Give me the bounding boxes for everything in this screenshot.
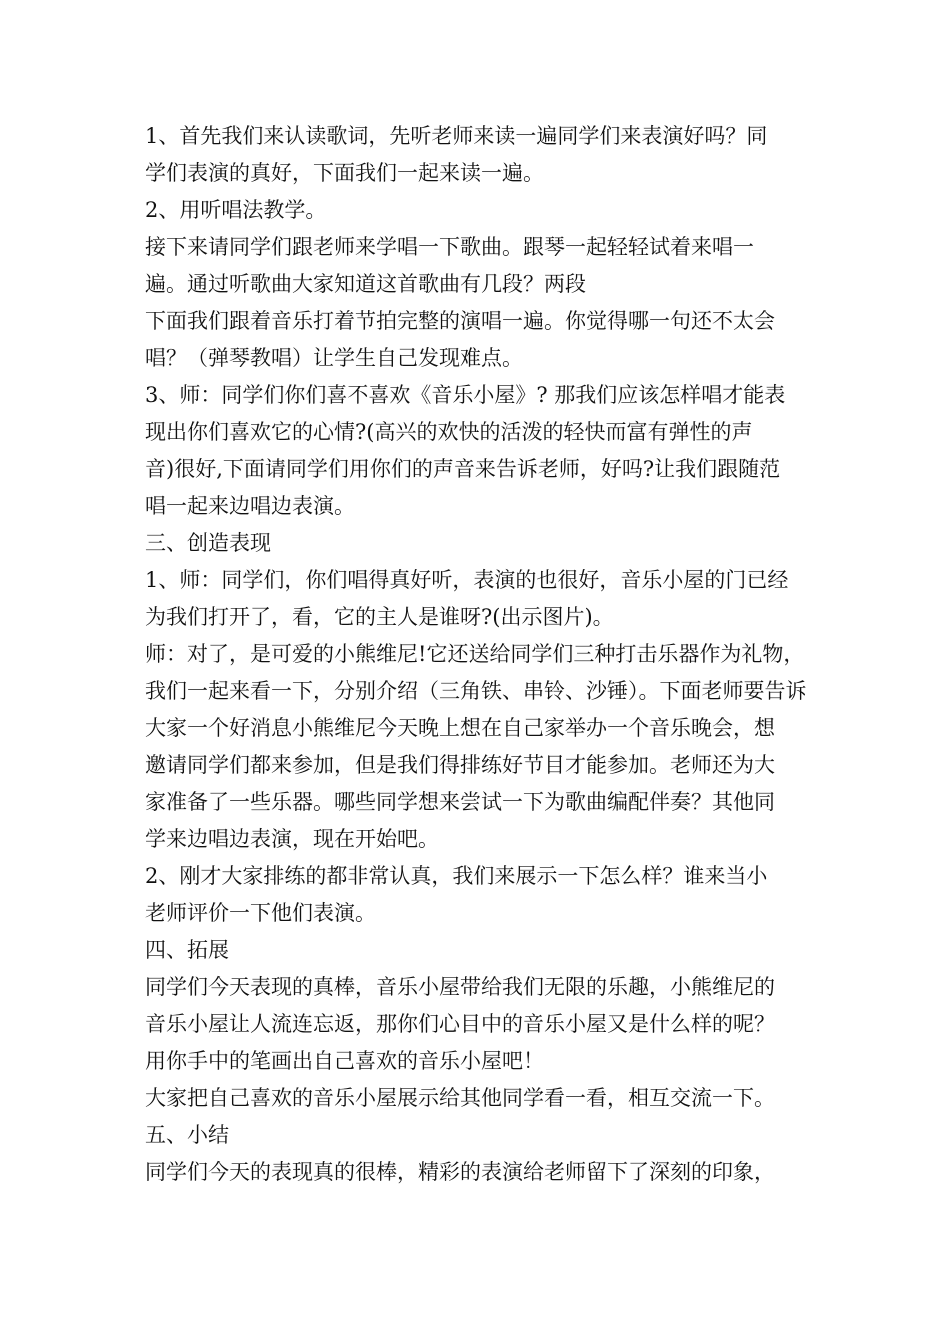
text-line: 大家一个好消息小熊维尼今天晚上想在自己家举办一个音乐晚会，想 bbox=[145, 716, 775, 740]
text-line: 为我们打开了，看，它的主人是谁呀?(出示图片)。 bbox=[145, 605, 614, 629]
text-line: 2、刚才大家排练的都非常认真，我们来展示一下怎么样？谁来当小 bbox=[145, 864, 768, 888]
text-line: 唱？（弹琴教唱）让学生自己发现难点。 bbox=[145, 346, 523, 370]
text-line: 学们表演的真好，下面我们一起来读一遍。 bbox=[145, 161, 544, 185]
text-line: 2、用听唱法教学。 bbox=[145, 198, 327, 222]
document-body bbox=[145, 118, 815, 1191]
text-line: 现出你们喜欢它的心情?(高兴的欢快的活泼的轻快而富有弹性的声 bbox=[145, 420, 753, 444]
text-line: 同学们今天的表现真的很棒，精彩的表演给老师留下了深刻的印象， bbox=[145, 1160, 775, 1184]
text-line: 1、首先我们来认读歌词，先听老师来读一遍同学们来表演好吗？同 bbox=[145, 124, 768, 148]
text-line: 1、师：同学们，你们唱得真好听，表演的也很好，音乐小屋的门已经 bbox=[145, 568, 789, 592]
text-line: 音乐小屋让人流连忘返，那你们心目中的音乐小屋又是什么样的呢？ bbox=[145, 1012, 775, 1036]
text-line: 邀请同学们都来参加，但是我们得排练好节目才能参加。老师还为大 bbox=[145, 753, 775, 777]
text-line: 大家把自己喜欢的音乐小屋展示给其他同学看一看，相互交流一下。 bbox=[145, 1086, 775, 1110]
text-line: 同学们今天表现的真棒，音乐小屋带给我们无限的乐趣，小熊维尼的 bbox=[145, 975, 775, 999]
text-line: 遍。通过听歌曲大家知道这首歌曲有几段？两段 bbox=[145, 272, 586, 296]
text-line: 用你手中的笔画出自己喜欢的音乐小屋吧！ bbox=[145, 1049, 544, 1073]
section-heading: 三、创造表现 bbox=[145, 531, 271, 555]
text-line: 师：对了，是可爱的小熊维尼!它还送给同学们三种打击乐器作为礼物， bbox=[145, 642, 805, 666]
text-line: 唱一起来边唱边表演。 bbox=[145, 494, 355, 518]
text-line: 3、师：同学们你们喜不喜欢《音乐小屋》? 那我们应该怎样唱才能表 bbox=[145, 383, 786, 407]
text-line: 学来边唱边表演，现在开始吧。 bbox=[145, 827, 439, 851]
text-line: 老师评价一下他们表演。 bbox=[145, 901, 376, 925]
text-line: 接下来请同学们跟老师来学唱一下歌曲。跟琴一起轻轻试着来唱一 bbox=[145, 235, 754, 259]
text-line: 家准备了一些乐器。哪些同学想来尝试一下为歌曲编配伴奏？其他同 bbox=[145, 790, 775, 814]
text-line: 音)很好,下面请同学们用你们的声音来告诉老师，好吗?让我们跟随范 bbox=[145, 457, 781, 481]
text-line: 下面我们跟着音乐打着节拍完整的演唱一遍。你觉得哪一句还不太会 bbox=[145, 309, 775, 333]
section-heading: 四、拓展 bbox=[145, 938, 229, 962]
text-line: 我们一起来看一下，分别介绍（三角铁、串铃、沙锤）。下面老师要告诉 bbox=[145, 679, 807, 703]
section-heading: 五、小结 bbox=[145, 1123, 229, 1147]
